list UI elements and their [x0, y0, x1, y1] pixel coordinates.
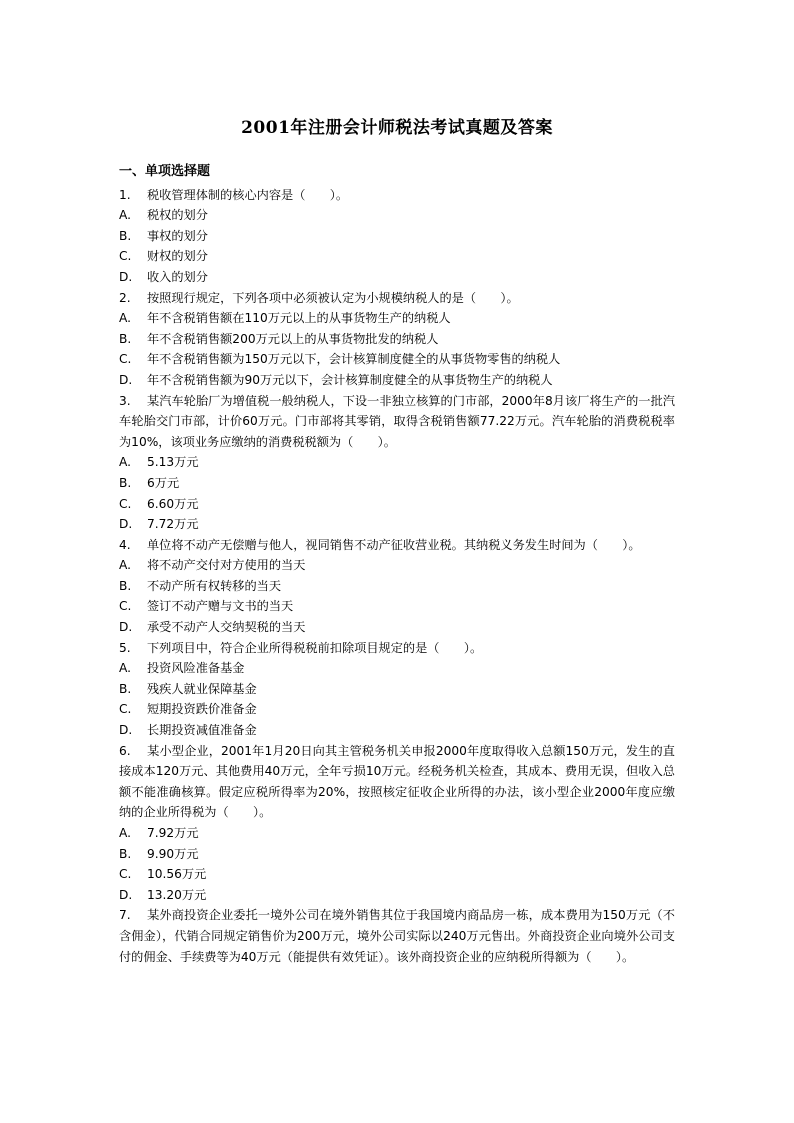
option-text: 不动产所有权转移的当天 — [147, 578, 282, 593]
option-label: A. — [119, 455, 131, 470]
question-2-option-c — [119, 349, 675, 370]
option-text: 7.92万元 — [147, 826, 199, 840]
question-text: 单位将不动产无偿赠与他人，视同销售不动产征收营业税。其纳税义务发生时间为（ ）。 — [147, 537, 641, 552]
question-1-option-a — [119, 205, 675, 226]
option-text: 13.20万元 — [147, 887, 207, 902]
question-5-option-c — [119, 699, 675, 720]
question-number: 7. — [119, 908, 131, 923]
option-label: D. — [119, 517, 133, 532]
question-text: 某汽车轮胎厂为增值税一般纳税人，下设一非独立核算的门市部，2000年8月该厂将生产的一批汽车轮胎交门市部，计价60万元。门市部将其零销，取得含税销售额77.22万元。汽车轮胎的消费税税率为10%，该项业务应缴纳的消费税税额为（ ）。 — [119, 393, 675, 449]
question-4-option-b — [119, 576, 675, 597]
option-label: A. — [119, 311, 131, 326]
question-2-stem — [119, 288, 675, 309]
option-text: 收入的划分 — [147, 269, 208, 284]
question-5-option-b — [119, 679, 675, 700]
option-text: 签订不动产赠与文书的当天 — [147, 599, 294, 614]
question-7-stem — [119, 905, 675, 967]
option-label: A. — [119, 558, 131, 573]
option-label: A. — [119, 826, 131, 840]
question-1-option-c — [119, 246, 675, 267]
question-2-option-a — [119, 308, 675, 329]
question-number: 5. — [119, 640, 131, 655]
option-label: D. — [119, 620, 133, 635]
document-body — [119, 162, 675, 967]
option-text: 事权的划分 — [147, 228, 208, 243]
option-text: 财权的划分 — [147, 249, 208, 264]
question-4-option-d — [119, 617, 675, 638]
question-6-stem — [119, 741, 675, 823]
question-text: 某小型企业，2001年1月20日向其主管税务机关申报2000年度取得收入总额150万元，发生的直接成本120万元、其他费用40万元，全年亏损10万元。经税务机关检查，其成本、费用无误，但收入总额不能准确核算。假定应税所得率为20%，按照核定征收企业所得的办法，该小型企业2000年度应缴纳的企业所得税为（ ）。 — [119, 743, 675, 820]
option-label: C. — [119, 599, 132, 614]
question-number: 1. — [119, 187, 131, 202]
option-label: C. — [119, 352, 132, 367]
question-text: 某外商投资企业委托一境外公司在境外销售其位于我国境内商品房一栋，成本费用为150万元（不含佣金），代销合同规定销售价为200万元，境外公司实际以240万元售出。外商投资企业向境外公司支付的佣金、手续费等为40万元（能提供有效凭证）。该外商投资企业的应纳税所得额为（ ）。 — [119, 908, 675, 964]
option-text: 6.60万元 — [147, 496, 199, 511]
option-label: D. — [119, 723, 133, 738]
option-label: C. — [119, 496, 132, 511]
option-text: 10.56万元 — [147, 867, 207, 882]
question-6-option-d — [119, 885, 675, 906]
option-text: 5.13万元 — [147, 455, 199, 470]
question-2-option-b — [119, 329, 675, 350]
option-label: B. — [119, 475, 132, 490]
section-heading: 一、单项选择题 — [119, 164, 211, 179]
question-4-option-a — [119, 555, 675, 576]
question-3-option-d — [119, 514, 675, 535]
question-5-option-d — [119, 720, 675, 741]
question-5-stem — [119, 638, 675, 659]
question-6-option-b — [119, 844, 675, 865]
option-label: B. — [119, 846, 132, 861]
option-label: C. — [119, 867, 132, 882]
option-text: 将不动产交付对方使用的当天 — [147, 558, 306, 573]
question-3-option-c — [119, 494, 675, 515]
question-1-option-b — [119, 226, 675, 247]
option-text: 年不含税销售额为90万元以下，会计核算制度健全的从事货物生产的纳税人 — [147, 372, 553, 387]
question-number: 6. — [119, 743, 131, 758]
option-label: A. — [119, 661, 131, 676]
question-6-option-c — [119, 864, 675, 885]
page-title: 2001年注册会计师税法考试真题及答案 — [241, 118, 553, 138]
question-6-option-a — [119, 823, 675, 844]
option-label: D. — [119, 372, 133, 387]
question-5-option-a — [119, 658, 675, 679]
question-1-option-d — [119, 267, 675, 288]
option-label: C. — [119, 249, 132, 264]
option-label: A. — [119, 208, 131, 223]
option-text: 投资风险准备基金 — [147, 661, 245, 676]
option-text: 6万元 — [147, 475, 180, 490]
question-number: 3. — [119, 393, 131, 408]
question-2-option-d — [119, 370, 675, 391]
option-text: 年不含税销售额在110万元以上的从事货物生产的纳税人 — [147, 311, 451, 326]
question-3-option-a — [119, 452, 675, 473]
option-label: D. — [119, 269, 133, 284]
option-text: 短期投资跌价准备金 — [147, 702, 257, 717]
question-4-option-c — [119, 596, 675, 617]
question-number: 2. — [119, 290, 131, 305]
question-text: 税收管理体制的核心内容是（ ）。 — [147, 187, 349, 202]
option-text: 税权的划分 — [147, 208, 208, 223]
option-text: 年不含税销售额为150万元以下，会计核算制度健全的从事货物零售的纳税人 — [147, 352, 561, 367]
question-text: 按照现行规定，下列各项中必须被认定为小规模纳税人的是（ ）。 — [147, 290, 519, 305]
option-label: D. — [119, 887, 133, 902]
option-label: C. — [119, 702, 132, 717]
question-3-stem — [119, 391, 675, 453]
option-text: 9.90万元 — [147, 846, 199, 861]
option-label: B. — [119, 578, 132, 593]
option-label: B. — [119, 331, 132, 346]
option-text: 承受不动产人交纳契税的当天 — [147, 620, 306, 635]
option-text: 长期投资减值准备金 — [147, 723, 257, 738]
question-3-option-b — [119, 473, 675, 494]
option-text: 年不含税销售额200万元以上的从事货物批发的纳税人 — [147, 331, 439, 346]
question-number: 4. — [119, 537, 131, 552]
question-4-stem — [119, 535, 675, 556]
question-1-stem — [119, 185, 675, 206]
option-label: B. — [119, 228, 132, 243]
option-label: B. — [119, 681, 132, 696]
option-text: 残疾人就业保障基金 — [147, 681, 257, 696]
option-text: 7.72万元 — [147, 517, 199, 532]
question-text: 下列项目中，符合企业所得税税前扣除项目规定的是（ ）。 — [147, 640, 483, 655]
